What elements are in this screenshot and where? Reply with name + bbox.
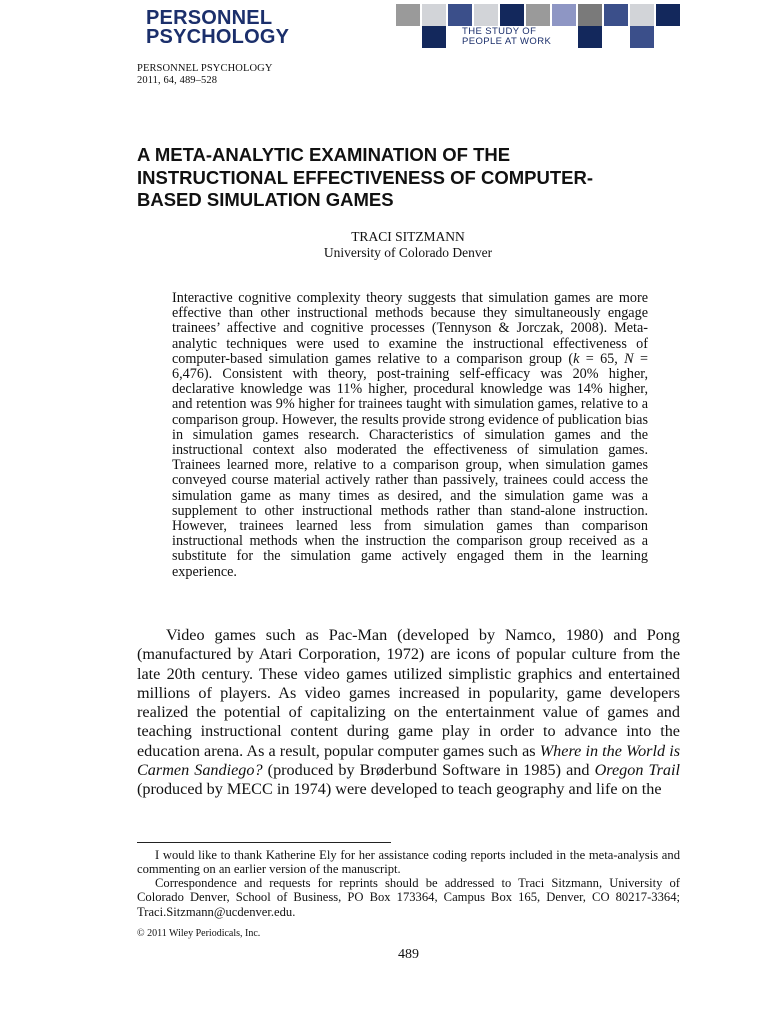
body-text-1: Video games such as Pac-Man (developed by Namco, 1980) and Pong (manufactured by Atari Corporation, 1972) are icons of popular culture from the late 20th century. These video games utilized simplistic graphics and entertained millions of players. As video games increased in popularity, game developers realized the potential of capitalizing on the entertainment value of games and teaching instructional content during game play in order to advance into the education arena. As a result, popular computer games such as xyxy=(137,626,680,760)
body-italic-title-2: Oregon Trail xyxy=(594,761,681,780)
mosaic-square xyxy=(526,4,550,26)
mosaic-square xyxy=(500,4,524,26)
body-text-2: (produced by Brøderbund Software in 1985) and xyxy=(262,761,595,780)
abstract-text-1: Interactive cognitive complexity theory suggests that simulation games are more effective than other instructional methods because they simultaneously engage trainees’ affective and cognitive processes (Tennyson & Jorczak, 2008). Meta-analytic techniques were used to examine the instructional effectiveness of computer-based simulation games relative to a comparison group ( xyxy=(172,290,648,367)
abstract-k-value: = 65, xyxy=(579,350,625,367)
mosaic-square xyxy=(604,4,628,26)
mosaic-square xyxy=(578,26,602,48)
author-name: TRACI SITZMANN xyxy=(351,229,465,244)
journal-citation: 2011, 64, 489–528 xyxy=(137,75,218,86)
journal-name: PERSONNEL PSYCHOLOGY xyxy=(137,63,273,74)
abstract xyxy=(172,291,648,580)
page-number: 489 xyxy=(398,947,419,962)
mosaic-square xyxy=(396,4,420,26)
journal-tagline xyxy=(462,27,564,47)
mosaic-square xyxy=(474,4,498,26)
mosaic-square xyxy=(578,4,602,26)
mosaic-square xyxy=(422,4,446,26)
mosaic-square xyxy=(552,4,576,26)
body-paragraph xyxy=(137,626,680,800)
body-text-3: (produced by MECC in 1974) were developed to teach geography and life on the xyxy=(137,780,662,799)
article-title: A META-ANALYTIC EXAMINATION OF THE INSTRUCTIONAL EFFECTIVENESS OF COMPUTER-BASED SIMULATION GAMES xyxy=(137,144,594,210)
tagline-line-2: PEOPLE AT WORK xyxy=(462,36,552,47)
footnote-acknowledgment: I would like to thank Katherine Ely for her assistance coding reports included in the meta-analysis and commenting on an earlier version of the manuscript. xyxy=(137,848,680,877)
mosaic-square xyxy=(422,26,446,48)
journal-logo xyxy=(146,9,289,47)
abstract-n-symbol: N xyxy=(624,350,634,367)
mosaic-square xyxy=(656,4,680,26)
tagline-line-1: THE STUDY OF xyxy=(462,26,537,37)
logo-line-2: PSYCHOLOGY xyxy=(146,26,290,48)
abstract-k-symbol: k xyxy=(573,350,580,367)
footnote-rule xyxy=(137,842,391,843)
mosaic-square xyxy=(630,4,654,26)
abstract-text-2: ). Consistent with theory, post-training self-efficacy was 20% higher, declarative knowledge was 11% higher, procedural knowledge was 14% higher, and retention was 9% higher for trainees taught with simulation games, relative to a comparison group. However, the results provide strong evidence of publication bias in simulation games research. Characteristics of simulation games and the instructional context also moderated the effectiveness of simulation games. Trainees learned more, relative to a comparison group, when simulation games conveyed course material actively rather than passively, trainees could access the simulation game as many times as desired, and the simulation game was a supplement to other instructional methods rather than stand-alone instruction. However, trainees learned less from simulation games than comparison instructional methods when the instruction the comparison group received as a substitute for the simulation game actively engaged them in the learning experience. xyxy=(172,366,648,580)
copyright-notice: © 2011 Wiley Periodicals, Inc. xyxy=(137,928,261,939)
mosaic-square xyxy=(630,26,654,48)
body-italic-title-1: Where in the World is Carmen Sandiego? xyxy=(137,741,680,780)
mosaic-square xyxy=(448,4,472,26)
abstract-n-value: = 6,476 xyxy=(172,350,648,383)
author-affiliation: University of Colorado Denver xyxy=(323,245,493,260)
logo-line-1: PERSONNEL xyxy=(146,7,273,29)
footnote-correspondence: Correspondence and requests for reprints should be addressed to Traci Sitzmann, University of Colorado Denver, School of Business, PO Box 173364, Campus Box 165, Denver, CO 80217-3364; Traci.Sitzmann@ucdenver.edu. xyxy=(137,876,680,919)
